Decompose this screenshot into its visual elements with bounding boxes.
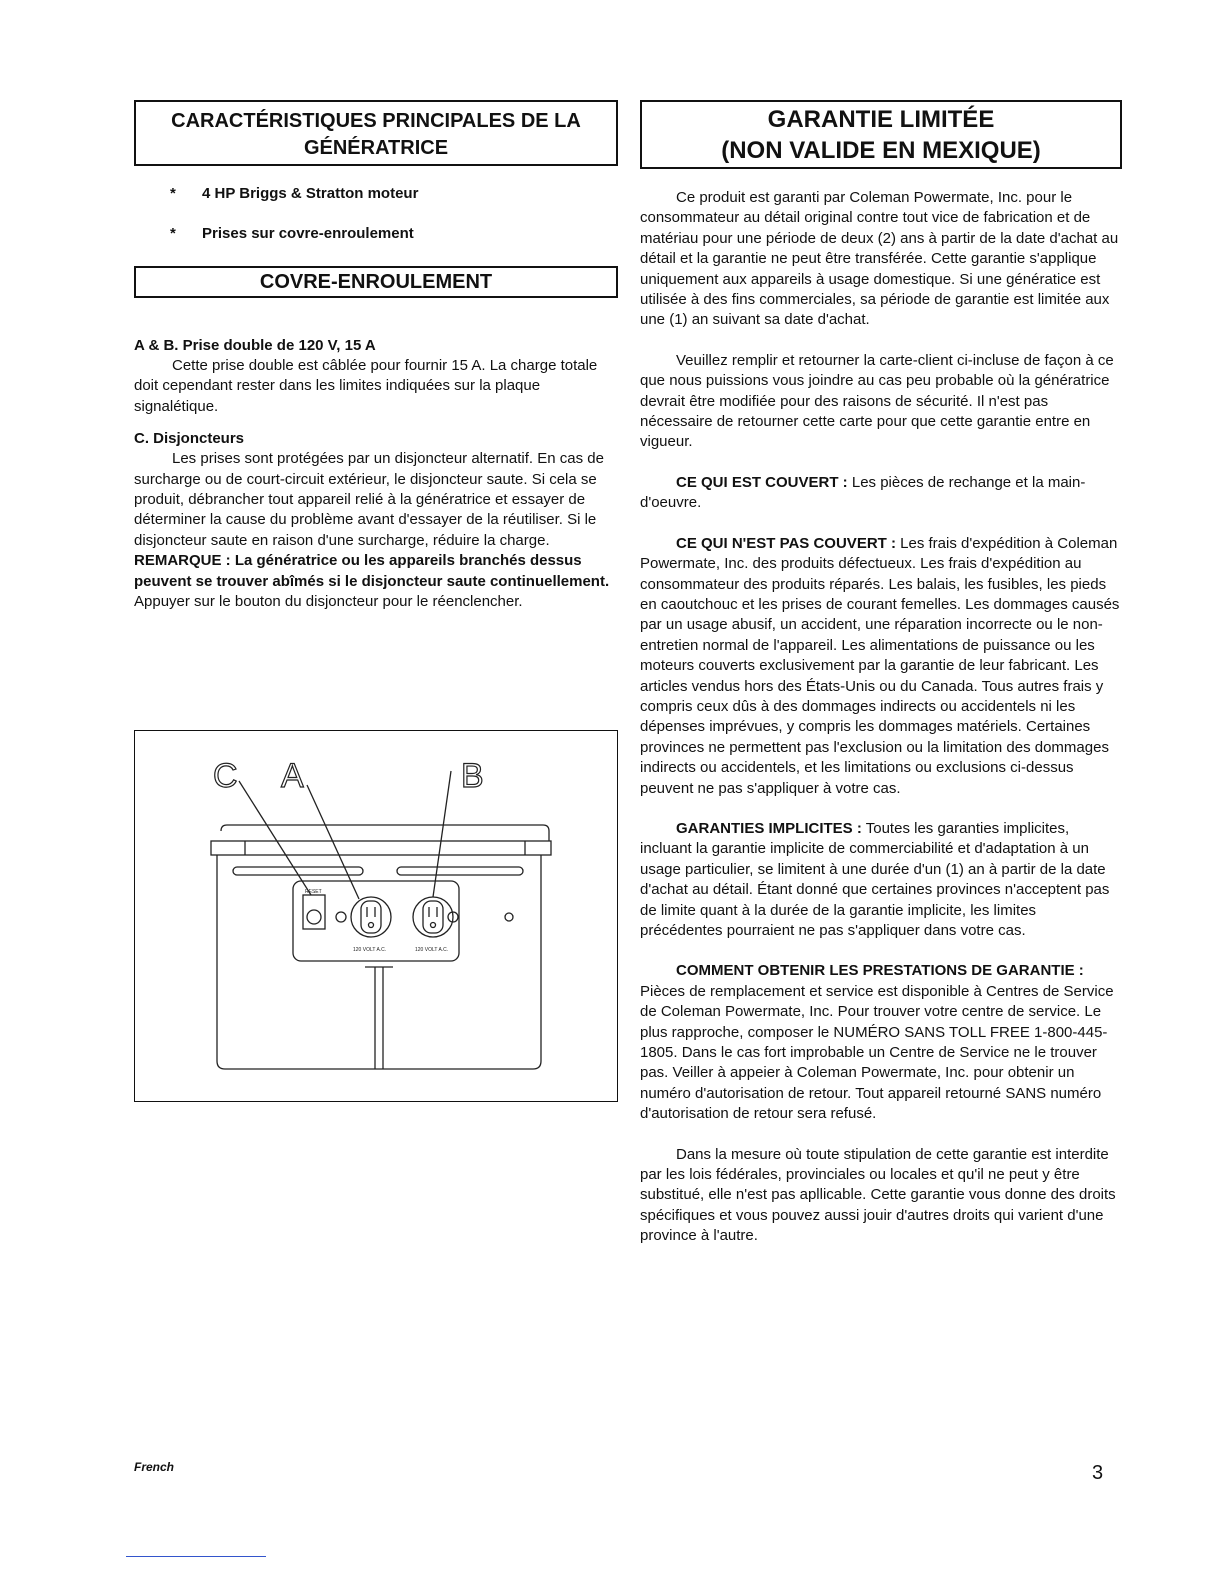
not-covered-text: Les frais d'expédition à Coleman Powermate, Inc. des produits défectueux. Les frais d'expédition au consommateur des produits réparés. Les balais, les fusibles, les pieds en caoutchouc et les prises de courant femelles. Les dommages causés par un usage abusif, un accident, une réparation incorrecte ou le non-entretien normal de l'appareil. Les alimentations de puissance ou les moteurs couverts exclusivement par la garantie de leur fabricant. Les articles vendus hors des États-Unis ou du Canada. Tous autres frais y compris ceux dûs à des dommages indirects ou accidentels ni les dépenses imprévues, y compris les dommages matériels. Certaines provinces ne permettent pas l'exclusion ou la limitation des dommages indirects ou accidentels, et les limitations ou exclusions ci-dessus peuvent ne pas s'appliquer à votre cas.	[640, 534, 1120, 797]
feature-text: 4 HP Briggs & Stratton moteur	[202, 185, 419, 202]
feature-item	[170, 184, 618, 204]
c-title: C. Disjoncteurs	[134, 430, 245, 448]
warranty-paragraph: Ce produit est garanti par Coleman Powermate, Inc. pour le consommateur au détail original contre tout vice de fabrication et de matériau pour une période de deux (2) ans à partir de la date d'achat au détail et la garantie ne peut être transférée. Cette garantie s'applique uniquement aux appareils à usage domestique. Si une génératice est utilisée à des fins commerciales, sa période de garantie est limitée aux une (1) an suivant sa date d'achat.	[640, 189, 1119, 329]
c-text	[134, 449, 618, 612]
warranty-heading-line1: GARANTIE LIMITÉE	[767, 106, 995, 133]
outlet-panel-drawing	[135, 731, 619, 1103]
covered-paragraph	[640, 473, 1122, 514]
feature-item	[170, 224, 618, 244]
covered-text: Les pièces de rechange et la main-d'oeuvre.	[640, 473, 1086, 512]
legal-paragraph: Dans la mesure où toute stipulation de cette garantie est interdite par les lois fédérales, provinciales ou locales et qu'il ne peut y être substitué, elle n'est pas apllicable. Cette garantie vous donne des droits spécifiques et vous pouvez aussi jouir d'autres droits qui varient d'une province à l'autre.	[640, 1145, 1116, 1245]
feature-text: Prises sur covre-enroulement	[202, 225, 414, 242]
outlet-label-1: 120 VOLT A.C.	[353, 947, 387, 953]
label-a: A	[281, 757, 304, 795]
implied-label: GARANTIES IMPLICITES :	[676, 819, 862, 837]
ab-text: Cette prise double est câblée pour fournir 15 A. La charge totale doit cependant rester dans les limites indiquées sur la plaque signalétique.	[134, 357, 598, 415]
features-heading-line1: CARACTÉRISTIQUES PRINCIPALES DE LA	[171, 110, 581, 132]
label-c: C	[213, 757, 238, 795]
features-list	[134, 184, 618, 244]
ab-title: A & B. Prise double de 120 V, 15 A	[134, 337, 376, 354]
registration-paragraph: Veuillez remplir et retourner la carte-client ci-incluse de façon à ce que nous puissions vous joindre au cas peu probable où la génératrice devrait être modifiée pour des raisons de sécurité. Il n'est pas nécessaire de retourner cette carte pour que cette garantie entre en vigueur.	[640, 351, 1114, 451]
warranty-heading	[640, 100, 1122, 169]
bullet-icon: *	[170, 185, 176, 202]
outlet-panel-diagram	[134, 730, 618, 1102]
c-body: Les prises sont protégées par un disjoncteur alternatif. En cas de surcharge ou de court-circuit extérieur, le disjoncteur saute. Si cela se produit, débrancher tout appareil relié à la génératrice et essayer de déterminer la cause du problème avant d'essayer de la réutiliser. Si le disjoncteur saute en raison d'une surcharge, réduire la charge.	[134, 450, 604, 549]
ab-section	[134, 336, 618, 417]
service-label: COMMENT OBTENIR LES PRESTATIONS DE GARANTIE :	[676, 962, 1084, 980]
features-heading-line2: GÉNÉRATRICE	[303, 137, 449, 159]
features-heading	[134, 100, 618, 166]
implied-warranties-paragraph	[640, 819, 1122, 941]
c-remarque: REMARQUE : La génératrice ou les appareils branchés dessus peuvent se trouver abîmés si le disjoncteur saute continuellement.	[134, 552, 610, 590]
bullet-icon: *	[170, 225, 176, 242]
warranty-heading-line2: (NON VALIDE EN MEXIQUE)	[721, 137, 1041, 164]
footer-language: French	[134, 1460, 175, 1474]
warranty-body	[640, 188, 1122, 1247]
right-column	[640, 100, 1122, 1267]
reset-label: RESET	[305, 889, 322, 895]
not-covered-label: CE QUI N'EST PAS COUVERT :	[676, 534, 896, 552]
label-b: B	[461, 757, 484, 795]
covered-label: CE QUI EST COUVERT :	[676, 473, 848, 491]
service-paragraph	[640, 961, 1122, 1124]
covre-heading: COVRE-ENROULEMENT	[134, 266, 618, 298]
page-number: 3	[1092, 1462, 1104, 1484]
c-section	[134, 429, 618, 612]
not-covered-paragraph	[640, 534, 1122, 799]
outlet-label-2: 120 VOLT A.C.	[415, 947, 449, 953]
c-after: Appuyer sur le bouton du disjoncteur pour le réenclencher.	[134, 593, 523, 611]
implied-text: Toutes les garanties implicites, incluant la garantie implicite de commerciabilité et d'adaptation à un usage particulier, se limitent à une durée d'un (1) an à partir de la date d'achat au détail. Étant donné que certaines provinces n'acceptent pas de limite quant à la durée de la garantie implicite, les limites précédentes pourraient ne pas s'appliquer dans votre cas.	[640, 819, 1110, 939]
left-column	[134, 100, 618, 612]
service-text: Pièces de remplacement et service est disponible à Centres de Service de Coleman Powermate, Inc. Pour trouver votre centre de service. Le plus rapproche, composer le NUMÉRO SANS TOLL FREE 1-800-445-1805. Dans le cas fort improbable un Centre de Service ne le trouver pas. Veiller à appeier à Coleman Powermate, Inc. pour obtenir un numéro d'autorisation de retour. Tout appareil retourné SANS numéro d'autorisation de retour sera refusé.	[640, 982, 1114, 1123]
footer-divider	[126, 1556, 266, 1557]
